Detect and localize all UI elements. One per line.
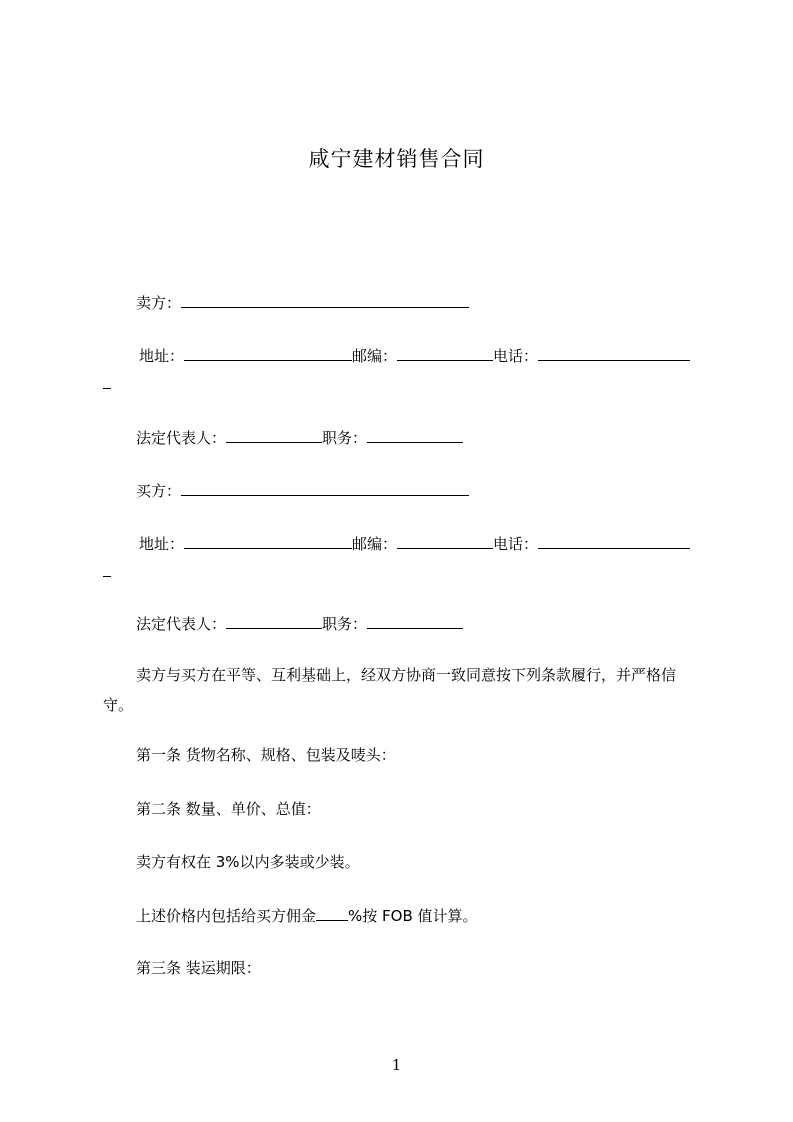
buyer-rep-blank[interactable] — [226, 613, 322, 629]
buyer-address-line-cont — [103, 561, 111, 582]
buyer-rep-label: 法定代表人： — [136, 615, 227, 633]
document-title: 咸宁建材销售合同 — [308, 147, 485, 171]
buyer-address-blank[interactable] — [184, 533, 352, 549]
tolerance-clause: 卖方有权在 3%以内多装或少装。 — [136, 853, 360, 871]
seller-rep-label: 法定代表人： — [136, 429, 227, 447]
seller-rep-line — [136, 427, 463, 448]
buyer-phone-blank-cont[interactable] — [103, 561, 111, 577]
buyer-phone-label: 电话： — [493, 535, 539, 553]
buyer-address-line — [139, 533, 690, 554]
seller-line — [136, 292, 469, 313]
seller-postcode-label: 邮编： — [352, 347, 398, 365]
page-number: 1 — [391, 1056, 402, 1074]
seller-position-blank[interactable] — [367, 427, 463, 443]
article-3: 第三条 装运期限： — [136, 959, 261, 977]
seller-address-line — [139, 345, 690, 366]
buyer-position-blank[interactable] — [367, 613, 463, 629]
buyer-position-label: 职务： — [322, 615, 368, 633]
commission-clause — [136, 905, 478, 926]
seller-label: 卖方： — [136, 294, 182, 312]
seller-phone-label: 电话： — [493, 347, 539, 365]
buyer-postcode-label: 邮编： — [352, 535, 398, 553]
buyer-postcode-blank[interactable] — [397, 533, 493, 549]
buyer-rep-line — [136, 613, 463, 634]
seller-phone-blank-cont[interactable] — [103, 373, 111, 389]
buyer-address-label: 地址： — [139, 535, 185, 553]
buyer-phone-blank[interactable] — [538, 533, 690, 549]
buyer-line — [136, 480, 469, 501]
commission-suffix: %按 FOB 值计算。 — [348, 907, 478, 925]
article-1: 第一条 货物名称、规格、包装及唛头： — [136, 746, 396, 764]
article-2: 第二条 数量、单价、总值： — [136, 800, 321, 818]
buyer-name-blank[interactable] — [181, 480, 469, 496]
seller-name-blank[interactable] — [181, 292, 469, 308]
seller-address-line-cont — [103, 373, 111, 394]
seller-address-label: 地址： — [139, 347, 185, 365]
seller-position-label: 职务： — [322, 429, 368, 447]
commission-percent-blank[interactable] — [316, 905, 348, 921]
seller-phone-blank[interactable] — [538, 345, 690, 361]
preamble-paragraph: 卖方与买方在平等、互利基础上，经双方协商一致同意按下列条款履行，并严格信守。 — [103, 666, 677, 714]
seller-address-blank[interactable] — [184, 345, 352, 361]
buyer-label: 买方： — [136, 482, 182, 500]
seller-postcode-blank[interactable] — [397, 345, 493, 361]
commission-prefix: 上述价格内包括给买方佣金 — [136, 907, 317, 925]
seller-rep-blank[interactable] — [226, 427, 322, 443]
